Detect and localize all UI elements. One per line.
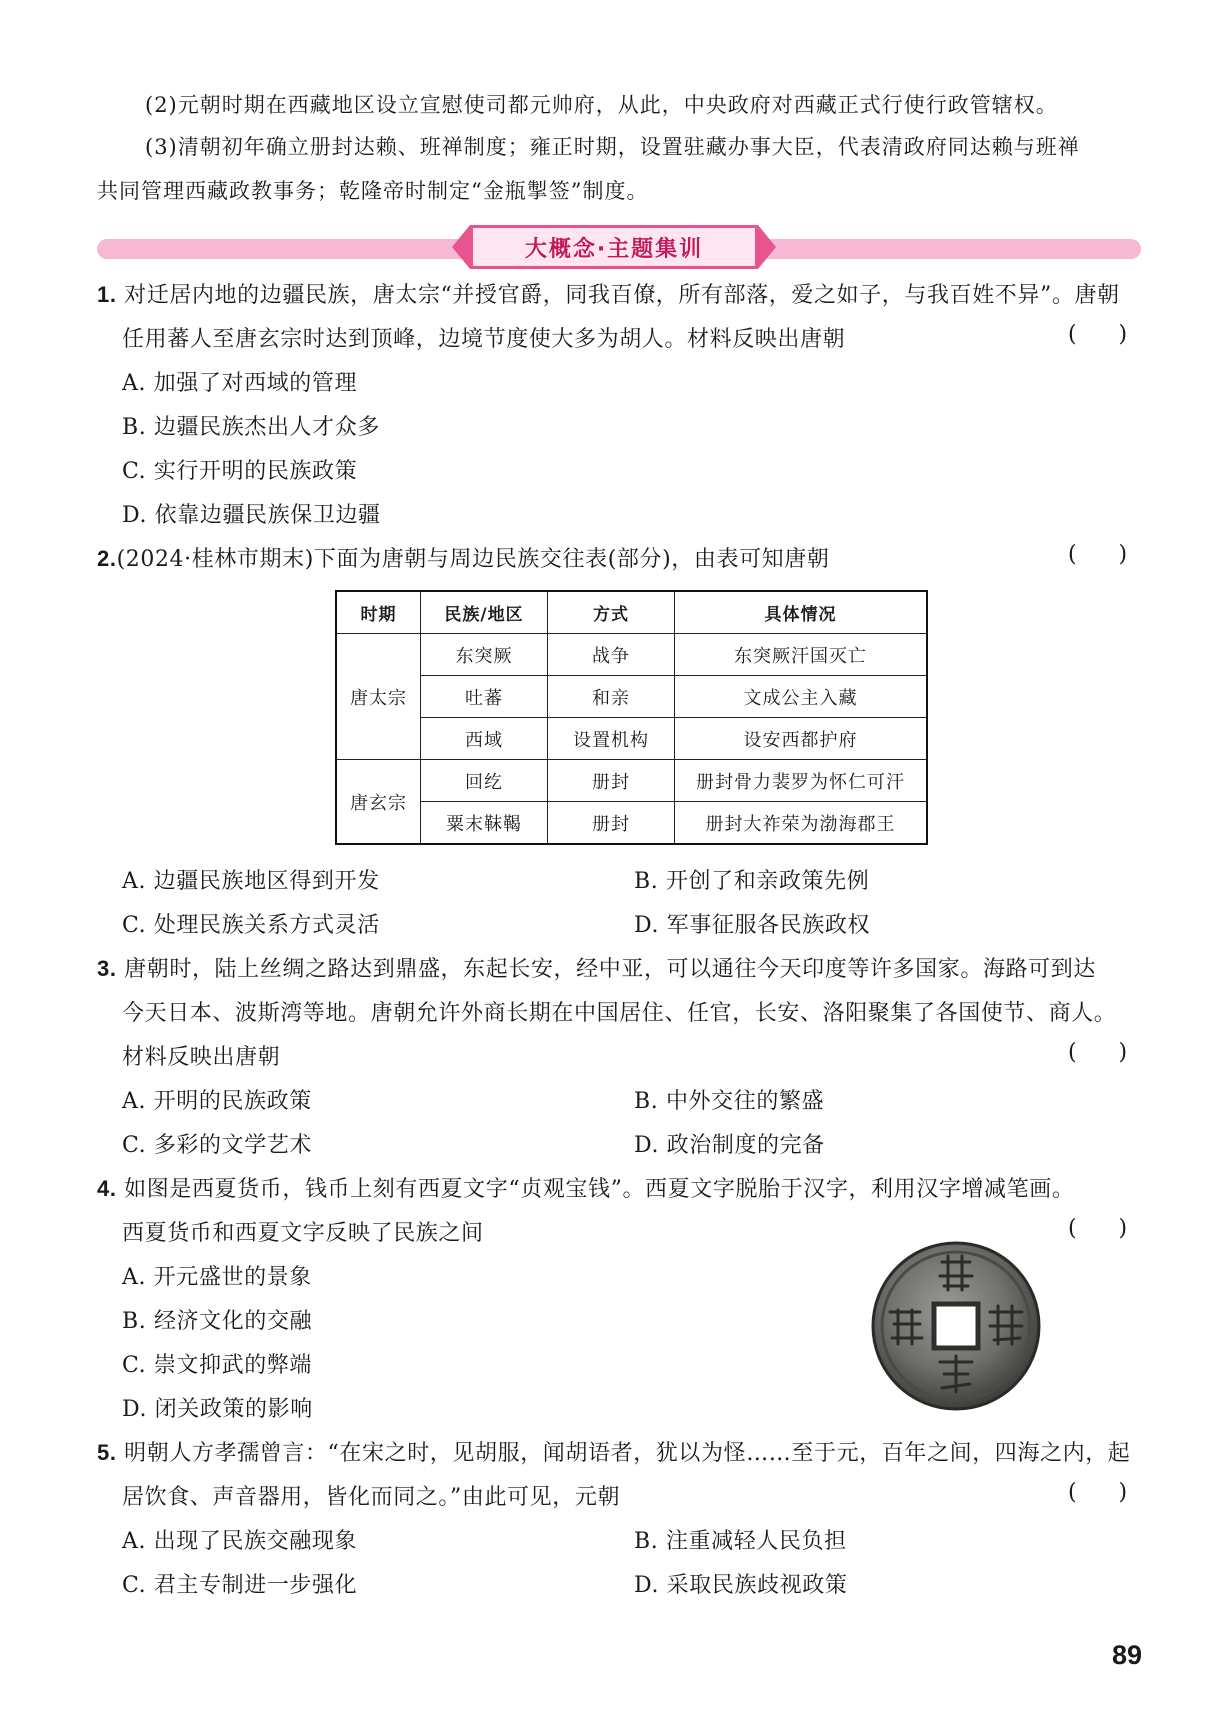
question-4-answer-blank[interactable]: ( ) bbox=[1068, 1216, 1128, 1241]
intro-paragraph-2: (2)元朝时期在西藏地区设立宣慰使司都元帅府，从此，中央政府对西藏正式行使行政管辖权。 bbox=[145, 93, 1058, 117]
question-4-option-c[interactable]: C. 崇文抑武的弊端 bbox=[122, 1353, 313, 1378]
question-5-option-b[interactable]: B. 注重减轻人民负担 bbox=[634, 1529, 847, 1554]
table-cell-period-taizong: 唐太宗 bbox=[336, 634, 421, 760]
table-cell: 战争 bbox=[548, 634, 675, 676]
table-cell: 文成公主入藏 bbox=[675, 676, 928, 718]
table-cell: 册封骨力裴罗为怀仁可汗 bbox=[675, 760, 928, 802]
question-4-line-2: 西夏货币和西夏文字反映了民族之间 bbox=[122, 1221, 484, 1246]
tang-ethnic-relations-table bbox=[335, 590, 928, 845]
intro-paragraph-3-line2: 共同管理西藏政教事务；乾隆帝时制定“金瓶掣签”制度。 bbox=[97, 179, 649, 203]
question-3-line-2: 今天日本、波斯湾等地。唐朝允许外商长期在中国居住、任官，长安、洛阳聚集了各国使节、商人。 bbox=[122, 1001, 1117, 1026]
question-1-option-b[interactable]: B. 边疆民族杰出人才众多 bbox=[122, 415, 380, 440]
question-3-line-3: 材料反映出唐朝 bbox=[122, 1045, 281, 1070]
question-1-option-c[interactable]: C. 实行开明的民族政策 bbox=[122, 459, 358, 484]
question-5-line-2: 居饮食、声音器用，皆化而同之。”由此可见，元朝 bbox=[122, 1485, 621, 1510]
question-3-answer-blank[interactable]: ( ) bbox=[1068, 1040, 1128, 1065]
question-5-number: 5. bbox=[97, 1440, 117, 1465]
question-5-line-1: 5. 明朝人方孝孺曾言：“在宋之时，见胡服，闻胡语者，犹以为怪……至于元，百年之间，四海之内，起 bbox=[97, 1440, 1131, 1466]
question-3-number: 3. bbox=[97, 956, 117, 981]
table-cell: 册封 bbox=[548, 802, 675, 845]
question-2-answer-blank[interactable]: ( ) bbox=[1068, 542, 1128, 567]
question-2-option-b[interactable]: B. 开创了和亲政策先例 bbox=[634, 869, 870, 894]
table-cell: 设置机构 bbox=[548, 718, 675, 760]
question-2-number: 2. bbox=[97, 546, 117, 571]
table-cell: 东突厥 bbox=[421, 634, 548, 676]
question-5-option-a[interactable]: A. 出现了民族交融现象 bbox=[122, 1529, 358, 1554]
table-header-ethnic-region: 民族/地区 bbox=[421, 591, 548, 634]
question-4-line-1: 4. 如图是西夏货币，钱币上刻有西夏文字“贞观宝钱”。西夏文字脱胎于汉字，利用汉字增减笔画。 bbox=[97, 1176, 1075, 1202]
xixia-coin-icon bbox=[870, 1240, 1042, 1412]
table-row bbox=[336, 760, 927, 802]
question-3-option-d[interactable]: D. 政治制度的完备 bbox=[634, 1133, 825, 1158]
question-1-option-a[interactable]: A. 加强了对西域的管理 bbox=[122, 371, 358, 396]
table-row bbox=[336, 802, 927, 845]
table-cell: 册封 bbox=[548, 760, 675, 802]
question-2-option-d[interactable]: D. 军事征服各民族政权 bbox=[634, 913, 871, 938]
table-header-method: 方式 bbox=[548, 591, 675, 634]
table-cell: 东突厥汗国灭亡 bbox=[675, 634, 928, 676]
page-number: 89 bbox=[1112, 1640, 1143, 1670]
question-5-option-c[interactable]: C. 君主专制进一步强化 bbox=[122, 1573, 358, 1598]
table-header-details: 具体情况 bbox=[675, 591, 928, 634]
question-2-option-a[interactable]: A. 边疆民族地区得到开发 bbox=[122, 869, 380, 894]
question-3-option-c[interactable]: C. 多彩的文学艺术 bbox=[122, 1133, 313, 1158]
table-cell: 设安西都护府 bbox=[675, 718, 928, 760]
table-cell: 册封大祚荣为渤海郡王 bbox=[675, 802, 928, 845]
question-4-option-a[interactable]: A. 开元盛世的景象 bbox=[122, 1265, 312, 1290]
table-cell: 回纥 bbox=[421, 760, 548, 802]
table-cell: 粟末靺鞨 bbox=[421, 802, 548, 845]
question-2-line-1: 2.(2024·桂林市期末)下面为唐朝与周边民族交往表(部分)，由表可知唐朝 bbox=[97, 546, 830, 572]
question-1-line-1: 1. 对迁居内地的边疆民族，唐太宗“并授官爵，同我百僚，所有部落，爱之如子，与我百姓不异”。唐朝 bbox=[97, 282, 1120, 308]
question-5-option-d[interactable]: D. 采取民族歧视政策 bbox=[634, 1573, 848, 1598]
intro-paragraph-3-line1: (3)清朝初年确立册封达赖、班禅制度；雍正时期，设置驻藏办事大臣，代表清政府同达赖与班禅 bbox=[145, 135, 1080, 159]
table-row bbox=[336, 718, 927, 760]
table-row bbox=[336, 634, 927, 676]
question-5-answer-blank[interactable]: ( ) bbox=[1068, 1480, 1128, 1505]
section-banner-title: 大概念·主题集训 bbox=[470, 225, 758, 269]
table-cell: 吐蕃 bbox=[421, 676, 548, 718]
banner-right-arrow bbox=[758, 225, 776, 269]
question-4-number: 4. bbox=[97, 1176, 117, 1201]
question-1-answer-blank[interactable]: ( ) bbox=[1068, 322, 1128, 347]
table-header-row bbox=[336, 591, 927, 634]
table-header-period: 时期 bbox=[336, 591, 421, 634]
question-1-number: 1. bbox=[97, 282, 117, 307]
question-1-option-d[interactable]: D. 依靠边疆民族保卫边疆 bbox=[122, 503, 381, 528]
table-cell: 和亲 bbox=[548, 676, 675, 718]
question-3-option-b[interactable]: B. 中外交往的繁盛 bbox=[634, 1089, 825, 1114]
table-cell: 西域 bbox=[421, 718, 548, 760]
question-1-line-2: 任用蕃人至唐玄宗时达到顶峰，边境节度使大多为胡人。材料反映出唐朝 bbox=[122, 327, 846, 352]
question-4-option-b[interactable]: B. 经济文化的交融 bbox=[122, 1309, 313, 1334]
question-3-line-1: 3. 唐朝时，陆上丝绸之路达到鼎盛，东起长安，经中亚，可以通往今天印度等许多国家。海路可到达 bbox=[97, 956, 1096, 982]
banner-left-arrow bbox=[452, 225, 470, 269]
question-2-option-c[interactable]: C. 处理民族关系方式灵活 bbox=[122, 913, 380, 938]
question-4-option-d[interactable]: D. 闭关政策的影响 bbox=[122, 1397, 313, 1422]
question-3-option-a[interactable]: A. 开明的民族政策 bbox=[122, 1089, 312, 1114]
table-row bbox=[336, 676, 927, 718]
table-cell-period-xuanzong: 唐玄宗 bbox=[336, 760, 421, 845]
